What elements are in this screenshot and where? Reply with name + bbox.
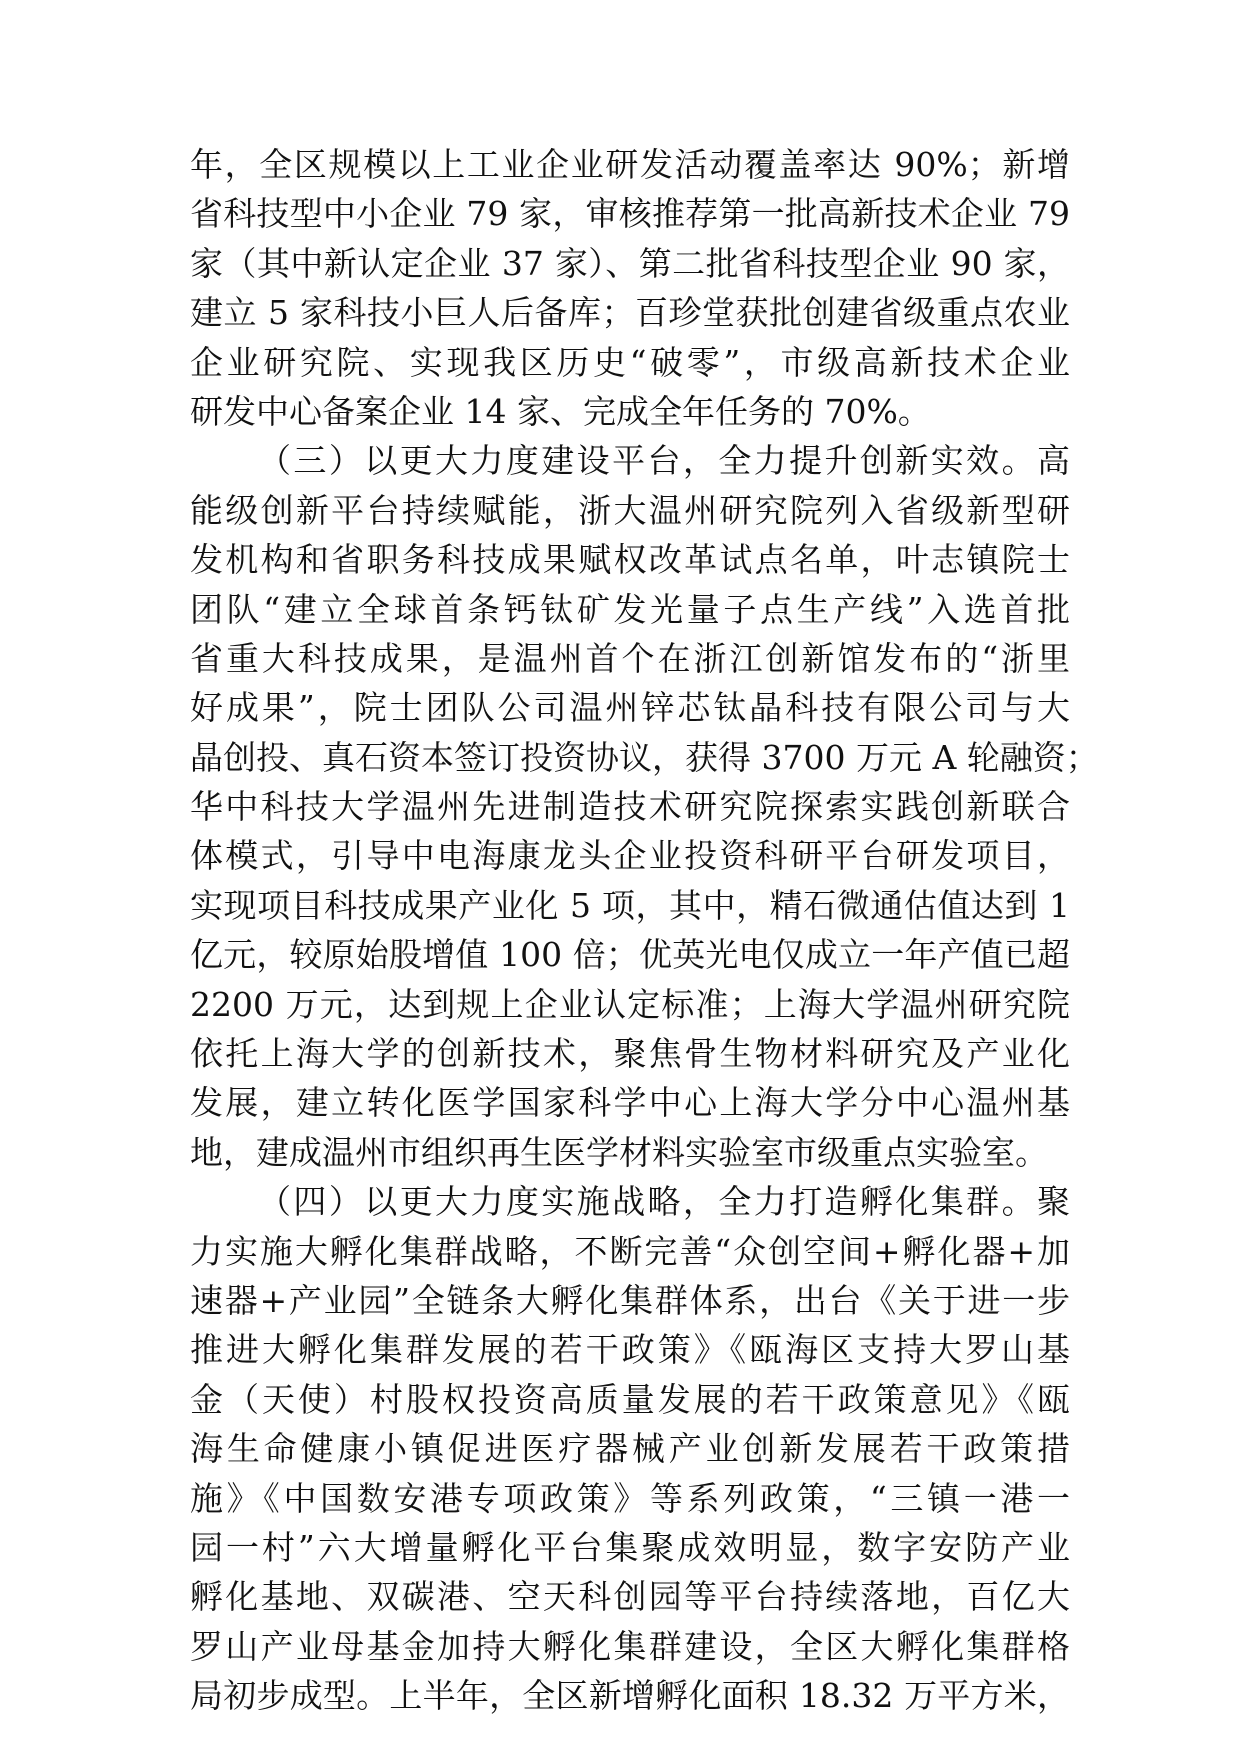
text-line: 罗山产业母基金加持大孵化集群建设，全区大孵化集群格 bbox=[190, 1626, 1070, 1666]
paragraph-end-line: 研发中心备案企业 14 家、完成全年任务的 70%。 bbox=[190, 391, 931, 431]
text-line: 实现项目科技成果产业化 5 项，其中，精石微通估值达到 1 bbox=[190, 885, 1070, 925]
text-line: 速器+产业园”全链条大孵化集群体系，出台《关于进一步 bbox=[190, 1280, 1070, 1320]
text-line: 晶创投、真石资本签订投资协议，获得 3700 万元 A 轮融资； bbox=[190, 737, 1099, 777]
text-line: 海生命健康小镇促进医疗器械产业创新发展若干政策措 bbox=[190, 1429, 1070, 1469]
text-line: 施》《中国数安港专项政策》等系列政策，“三镇一港一 bbox=[190, 1478, 1070, 1518]
text-line: 发展，建立转化医学国家科学中心上海大学分中心温州基 bbox=[190, 1083, 1070, 1123]
text-line: 企业研究院、实现我区历史“破零”，市级高新技术企业 bbox=[190, 342, 1070, 382]
text-line: 省重大科技成果，是温州首个在浙江创新馆发布的“浙里 bbox=[190, 638, 1070, 678]
text-line: 金（天使）村股权投资高质量发展的若干政策意见》《瓯 bbox=[190, 1379, 1070, 1419]
text-line: 华中科技大学温州先进制造技术研究院探索实践创新联合 bbox=[190, 787, 1070, 827]
section-three-heading-line: （三）以更大力度建设平台，全力提升创新实效。高 bbox=[258, 441, 1070, 481]
text-line: 年，全区规模以上工业企业研发活动覆盖率达 90%；新增 bbox=[190, 145, 1070, 184]
text-line: 家（其中新认定企业 37 家）、第二批省科技型企业 90 家， bbox=[190, 243, 1070, 283]
text-line: 局初步成型。上半年，全区新增孵化面积 18.32 万平方米， bbox=[190, 1676, 1070, 1716]
text-line: 能级创新平台持续赋能，浙大温州研究院列入省级新型研 bbox=[190, 490, 1070, 530]
text-line: 建立 5 家科技小巨人后备库；百珍堂获批创建省级重点农业 bbox=[190, 293, 1070, 333]
document-body bbox=[190, 140, 1099, 1721]
text-line: 园一村”六大增量孵化平台集聚成效明显，数字安防产业 bbox=[190, 1527, 1070, 1567]
text-line: 亿元，较原始股增值 100 倍；优英光电仅成立一年产值已超 bbox=[190, 935, 1070, 975]
text-line: 好成果”，院士团队公司温州锌芯钛晶科技有限公司与大 bbox=[190, 688, 1070, 728]
text-line: 省科技型中小企业 79 家，审核推荐第一批高新技术企业 79 bbox=[190, 194, 1070, 234]
text-line: 体模式，引导中电海康龙头企业投资科研平台研发项目， bbox=[190, 836, 1070, 876]
text-line: 发机构和省职务科技成果赋权改革试点名单，叶志镇院士 bbox=[190, 540, 1070, 580]
paragraph-end-line: 地，建成温州市组织再生医学材料实验室市级重点实验室。 bbox=[190, 1132, 1048, 1172]
text-line: 依托上海大学的创新技术，聚焦骨生物材料研究及产业化 bbox=[190, 1034, 1070, 1074]
section-four-heading-line: （四）以更大力度实施战略，全力打造孵化集群。聚 bbox=[258, 1182, 1070, 1222]
text-line: 2200 万元，达到规上企业认定标准；上海大学温州研究院 bbox=[190, 984, 1070, 1024]
text-line: 孵化基地、双碳港、空天科创园等平台持续落地，百亿大 bbox=[190, 1577, 1070, 1617]
text-line: 推进大孵化集群发展的若干政策》《瓯海区支持大罗山基 bbox=[190, 1330, 1070, 1370]
text-line: 团队“建立全球首条钙钛矿发光量子点生产线”入选首批 bbox=[190, 589, 1070, 629]
text-line: 力实施大孵化集群战略，不断完善“众创空间+孵化器+加 bbox=[190, 1231, 1070, 1271]
